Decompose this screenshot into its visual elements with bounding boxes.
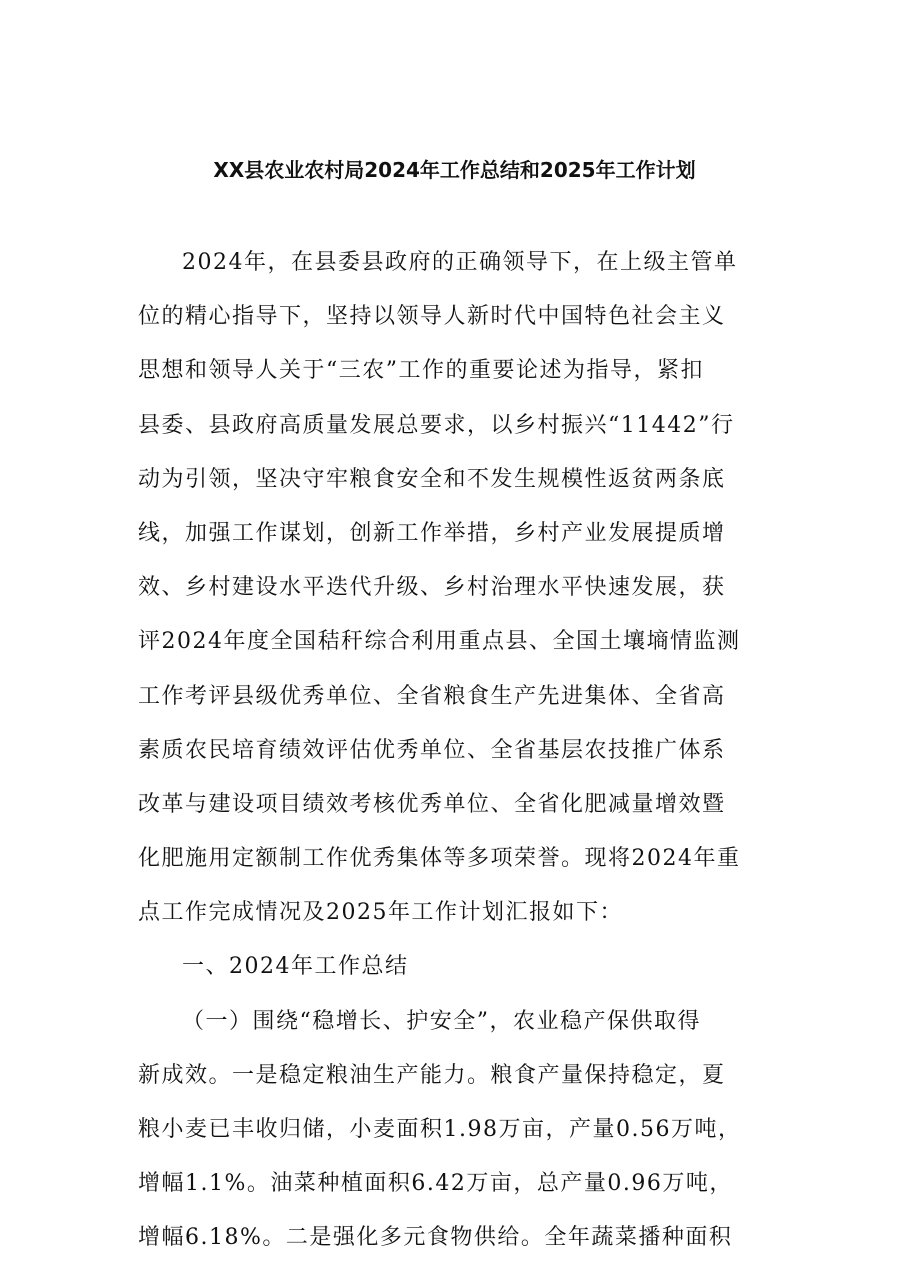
paragraph-1-line-9: 工作考评县级优秀单位、全省粮食生产先进集体、全省高: [138, 683, 726, 709]
paragraph-2-line-2: 新成效。一是稳定粮油生产能力。粮食产量保持稳定，夏: [138, 1062, 726, 1088]
paragraph-1-line-11: 改革与建设项目绩效考核优秀单位、全省化肥减量增效暨: [138, 791, 726, 817]
paragraph-1-line-4: 县委、县政府高质量发展总要求，以乡村振兴“11442”行: [138, 412, 735, 438]
section-heading-1: 一、2024年工作总结: [182, 954, 409, 980]
paragraph-2-line-5: 增幅6.18%。二是强化多元食物供给。全年蔬菜播种面积: [138, 1225, 733, 1251]
document-title: XX县农业农村局2024年工作总结和2025年工作计划: [213, 158, 696, 182]
paragraph-1-line-3: 思想和领导人关于“三农”工作的重要论述为指导，紧扣: [138, 358, 704, 384]
paragraph-1-line-10: 素质农民培育绩效评估优秀单位、全省基层农技推广体系: [138, 737, 726, 763]
paragraph-2-line-1: （一）围绕“稳增长、护安全”，农业稳产保供取得: [182, 1008, 701, 1034]
paragraph-1-line-2: 位的精心指导下，坚持以领导人新时代中国特色社会主义: [138, 304, 726, 330]
paragraph-1-line-13: 点工作完成情况及2025年工作计划汇报如下：: [138, 900, 623, 926]
paragraph-1-line-1: 2024年，在县委县政府的正确领导下，在上级主管单: [182, 250, 738, 275]
paragraph-1-line-12: 化肥施用定额制工作优秀集体等多项荣誉。现将2024年重: [138, 846, 741, 872]
paragraph-1-line-7: 效、乡村建设水平迭代升级、乡村治理水平快速发展，获: [138, 575, 726, 601]
paragraph-2-line-3: 粮小麦已丰收归储，小麦面积1.98万亩，产量0.56万吨，: [138, 1117, 742, 1142]
document-body: [138, 236, 778, 1266]
paragraph-1-line-5: 动为引领，坚决守牢粮食安全和不发生规模性返贫两条底: [138, 466, 726, 492]
paragraph-2-line-4: 增幅1.1%。油菜种植面积6.42万亩，总产量0.96万吨，: [138, 1171, 733, 1197]
paragraph-1-line-8: 评2024年度全国秸秆综合利用重点县、全国土壤墒情监测: [138, 629, 741, 655]
paragraph-1-line-6: 线，加强工作谋划，创新工作举措，乡村产业发展提质增: [138, 520, 726, 546]
